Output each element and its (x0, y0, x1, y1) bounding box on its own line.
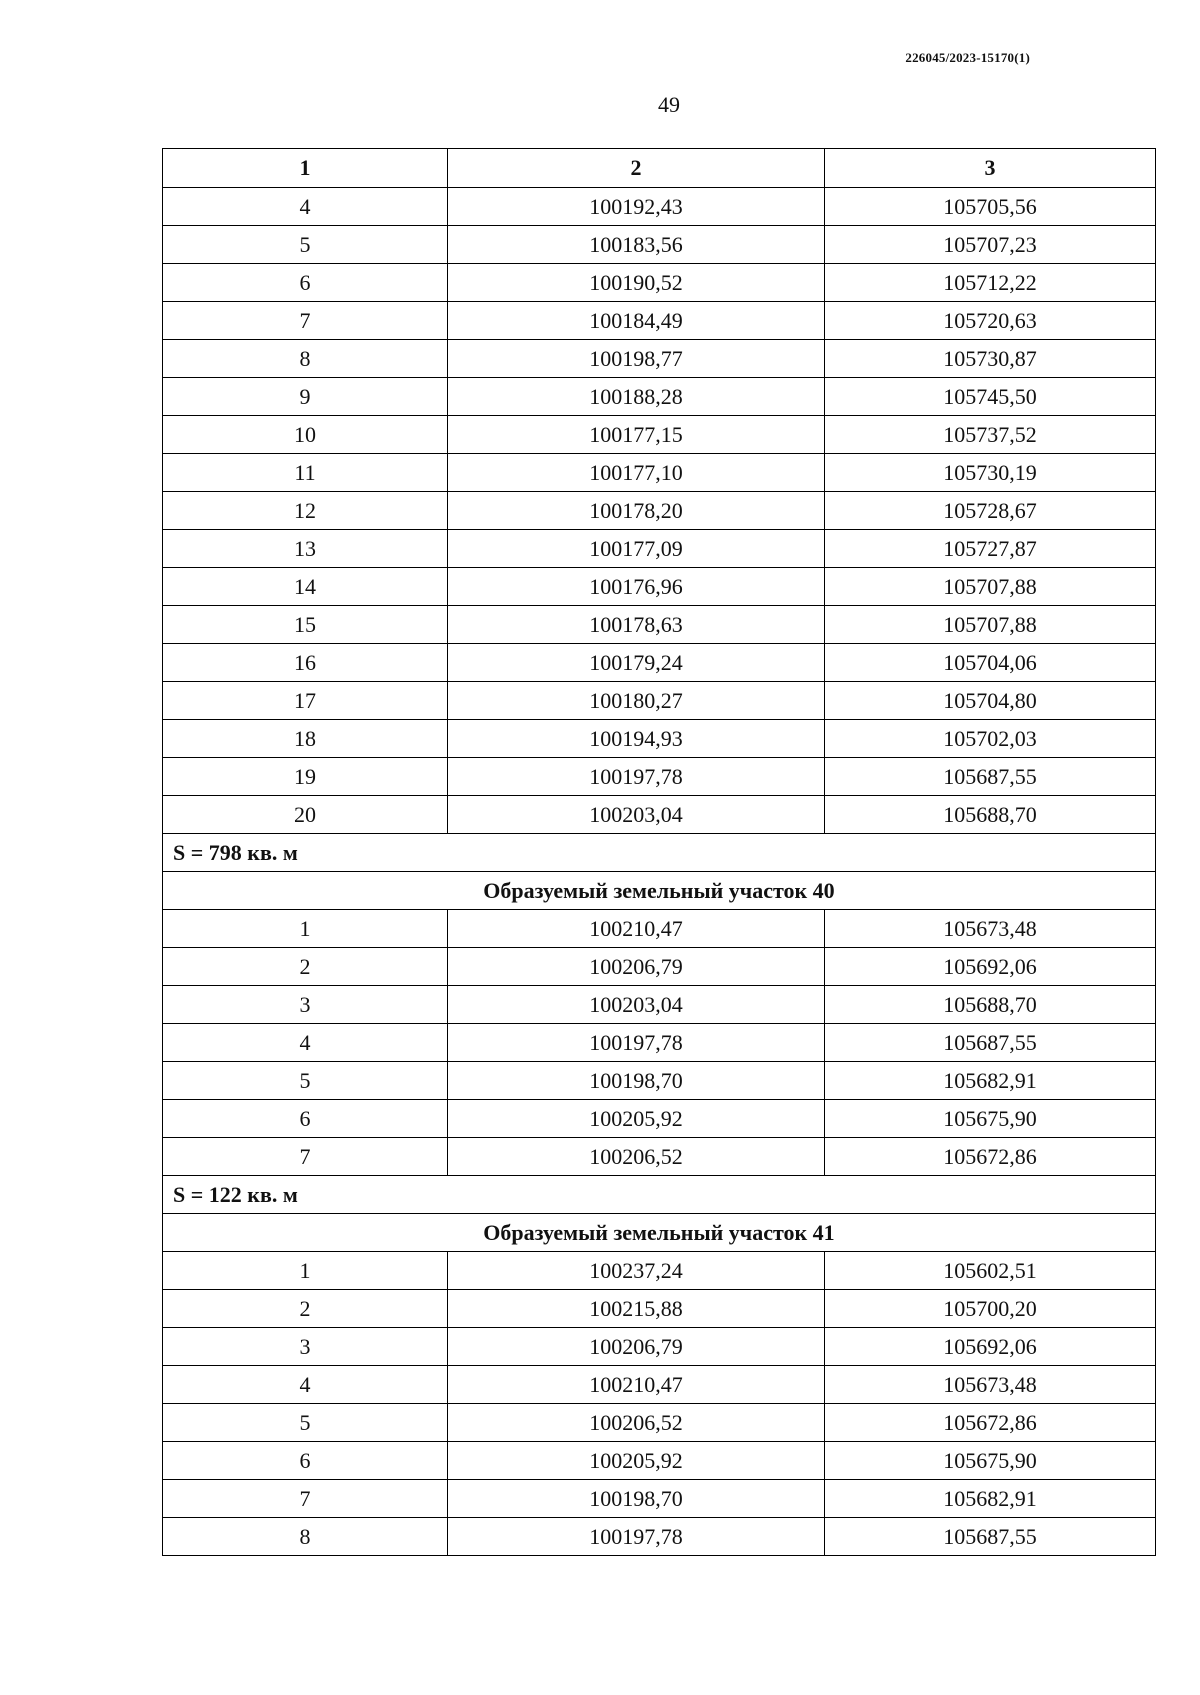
y-coordinate-cell: 105727,87 (825, 530, 1156, 568)
x-coordinate-cell: 100237,24 (448, 1252, 825, 1290)
x-coordinate-cell: 100198,70 (448, 1062, 825, 1100)
y-coordinate-cell: 105712,22 (825, 264, 1156, 302)
table-header (163, 149, 1156, 188)
point-number-cell: 6 (163, 1442, 448, 1480)
section-title-row (163, 872, 1156, 910)
section41-row (163, 1518, 1156, 1556)
x-coordinate-cell: 100177,15 (448, 416, 825, 454)
x-coordinate-cell: 100206,52 (448, 1138, 825, 1176)
point-number-cell: 19 (163, 758, 448, 796)
x-coordinate-cell: 100197,78 (448, 1518, 825, 1556)
area-label: S = 122 кв. м (163, 1176, 1156, 1214)
section41-row (163, 1328, 1156, 1366)
point-number-cell: 4 (163, 188, 448, 226)
section40-row (163, 986, 1156, 1024)
section41-row (163, 1252, 1156, 1290)
area-label: S = 798 кв. м (163, 834, 1156, 872)
section-title: Образуемый земельный участок 40 (163, 872, 1156, 910)
point-number-cell: 5 (163, 226, 448, 264)
block1-row (163, 416, 1156, 454)
point-number-cell: 1 (163, 910, 448, 948)
document-id: 226045/2023-15170(1) (905, 50, 1030, 65)
page-number: 49 (658, 92, 680, 117)
x-coordinate-cell: 100197,78 (448, 758, 825, 796)
point-number-cell: 12 (163, 492, 448, 530)
block1-row (163, 340, 1156, 378)
point-number-cell: 7 (163, 1138, 448, 1176)
x-coordinate-cell: 100176,96 (448, 568, 825, 606)
point-number-cell: 3 (163, 986, 448, 1024)
section41-row (163, 1366, 1156, 1404)
y-coordinate-cell: 105705,56 (825, 188, 1156, 226)
x-coordinate-cell: 100203,04 (448, 986, 825, 1024)
x-coordinate-cell: 100177,10 (448, 454, 825, 492)
point-number-cell: 16 (163, 644, 448, 682)
y-coordinate-cell: 105707,88 (825, 606, 1156, 644)
point-number-cell: 7 (163, 1480, 448, 1518)
y-coordinate-cell: 105704,06 (825, 644, 1156, 682)
coordinates-table (162, 148, 1156, 1556)
block1-row (163, 796, 1156, 834)
x-coordinate-cell: 100178,63 (448, 606, 825, 644)
x-coordinate-cell: 100205,92 (448, 1100, 825, 1138)
x-coordinate-cell: 100177,09 (448, 530, 825, 568)
point-number-cell: 4 (163, 1366, 448, 1404)
x-coordinate-cell: 100192,43 (448, 188, 825, 226)
section41-row (163, 1290, 1156, 1328)
block1-row (163, 568, 1156, 606)
x-coordinate-cell: 100198,77 (448, 340, 825, 378)
point-number-cell: 2 (163, 948, 448, 986)
block1-row (163, 302, 1156, 340)
section40-row (163, 1062, 1156, 1100)
y-coordinate-cell: 105730,87 (825, 340, 1156, 378)
block1-row (163, 378, 1156, 416)
y-coordinate-cell: 105673,48 (825, 1366, 1156, 1404)
section40-row (163, 948, 1156, 986)
point-number-cell: 13 (163, 530, 448, 568)
section-title-row (163, 1214, 1156, 1252)
column-header-3: 3 (825, 149, 1156, 188)
x-coordinate-cell: 100179,24 (448, 644, 825, 682)
section41-row (163, 1404, 1156, 1442)
point-number-cell: 14 (163, 568, 448, 606)
x-coordinate-cell: 100205,92 (448, 1442, 825, 1480)
x-coordinate-cell: 100206,79 (448, 948, 825, 986)
block1-row (163, 264, 1156, 302)
section41-row (163, 1442, 1156, 1480)
point-number-cell: 15 (163, 606, 448, 644)
x-coordinate-cell: 100215,88 (448, 1290, 825, 1328)
point-number-cell: 6 (163, 264, 448, 302)
area-label-row (163, 1176, 1156, 1214)
block1-row (163, 682, 1156, 720)
block1-row (163, 226, 1156, 264)
point-number-cell: 5 (163, 1062, 448, 1100)
point-number-cell: 11 (163, 454, 448, 492)
x-coordinate-cell: 100210,47 (448, 1366, 825, 1404)
y-coordinate-cell: 105737,52 (825, 416, 1156, 454)
y-coordinate-cell: 105682,91 (825, 1480, 1156, 1518)
block1-row (163, 454, 1156, 492)
y-coordinate-cell: 105707,88 (825, 568, 1156, 606)
y-coordinate-cell: 105688,70 (825, 796, 1156, 834)
block1-row (163, 492, 1156, 530)
y-coordinate-cell: 105720,63 (825, 302, 1156, 340)
point-number-cell: 1 (163, 1252, 448, 1290)
point-number-cell: 20 (163, 796, 448, 834)
point-number-cell: 6 (163, 1100, 448, 1138)
point-number-cell: 9 (163, 378, 448, 416)
x-coordinate-cell: 100194,93 (448, 720, 825, 758)
y-coordinate-cell: 105673,48 (825, 910, 1156, 948)
x-coordinate-cell: 100183,56 (448, 226, 825, 264)
header-row (163, 149, 1156, 188)
y-coordinate-cell: 105688,70 (825, 986, 1156, 1024)
block1-row (163, 188, 1156, 226)
block1-row (163, 758, 1156, 796)
point-number-cell: 3 (163, 1328, 448, 1366)
area-label-row (163, 834, 1156, 872)
y-coordinate-cell: 105704,80 (825, 682, 1156, 720)
x-coordinate-cell: 100180,27 (448, 682, 825, 720)
y-coordinate-cell: 105675,90 (825, 1442, 1156, 1480)
section40-row (163, 1138, 1156, 1176)
point-number-cell: 4 (163, 1024, 448, 1062)
y-coordinate-cell: 105730,19 (825, 454, 1156, 492)
y-coordinate-cell: 105687,55 (825, 1518, 1156, 1556)
block1-row (163, 530, 1156, 568)
point-number-cell: 7 (163, 302, 448, 340)
y-coordinate-cell: 105745,50 (825, 378, 1156, 416)
y-coordinate-cell: 105692,06 (825, 948, 1156, 986)
y-coordinate-cell: 105707,23 (825, 226, 1156, 264)
x-coordinate-cell: 100206,79 (448, 1328, 825, 1366)
y-coordinate-cell: 105728,67 (825, 492, 1156, 530)
section40-row (163, 1100, 1156, 1138)
table-body (163, 188, 1156, 1556)
block1-row (163, 606, 1156, 644)
y-coordinate-cell: 105687,55 (825, 758, 1156, 796)
column-header-1: 1 (163, 149, 448, 188)
point-number-cell: 10 (163, 416, 448, 454)
y-coordinate-cell: 105702,03 (825, 720, 1156, 758)
y-coordinate-cell: 105687,55 (825, 1024, 1156, 1062)
y-coordinate-cell: 105692,06 (825, 1328, 1156, 1366)
section41-row (163, 1480, 1156, 1518)
y-coordinate-cell: 105672,86 (825, 1404, 1156, 1442)
y-coordinate-cell: 105700,20 (825, 1290, 1156, 1328)
point-number-cell: 18 (163, 720, 448, 758)
point-number-cell: 2 (163, 1290, 448, 1328)
x-coordinate-cell: 100190,52 (448, 264, 825, 302)
block1-row (163, 720, 1156, 758)
x-coordinate-cell: 100203,04 (448, 796, 825, 834)
x-coordinate-cell: 100188,28 (448, 378, 825, 416)
column-header-2: 2 (448, 149, 825, 188)
x-coordinate-cell: 100206,52 (448, 1404, 825, 1442)
section40-row (163, 910, 1156, 948)
section40-row (163, 1024, 1156, 1062)
y-coordinate-cell: 105675,90 (825, 1100, 1156, 1138)
x-coordinate-cell: 100198,70 (448, 1480, 825, 1518)
x-coordinate-cell: 100197,78 (448, 1024, 825, 1062)
block1-row (163, 644, 1156, 682)
y-coordinate-cell: 105672,86 (825, 1138, 1156, 1176)
x-coordinate-cell: 100210,47 (448, 910, 825, 948)
point-number-cell: 8 (163, 340, 448, 378)
point-number-cell: 8 (163, 1518, 448, 1556)
y-coordinate-cell: 105682,91 (825, 1062, 1156, 1100)
point-number-cell: 17 (163, 682, 448, 720)
x-coordinate-cell: 100184,49 (448, 302, 825, 340)
y-coordinate-cell: 105602,51 (825, 1252, 1156, 1290)
point-number-cell: 5 (163, 1404, 448, 1442)
x-coordinate-cell: 100178,20 (448, 492, 825, 530)
section-title: Образуемый земельный участок 41 (163, 1214, 1156, 1252)
